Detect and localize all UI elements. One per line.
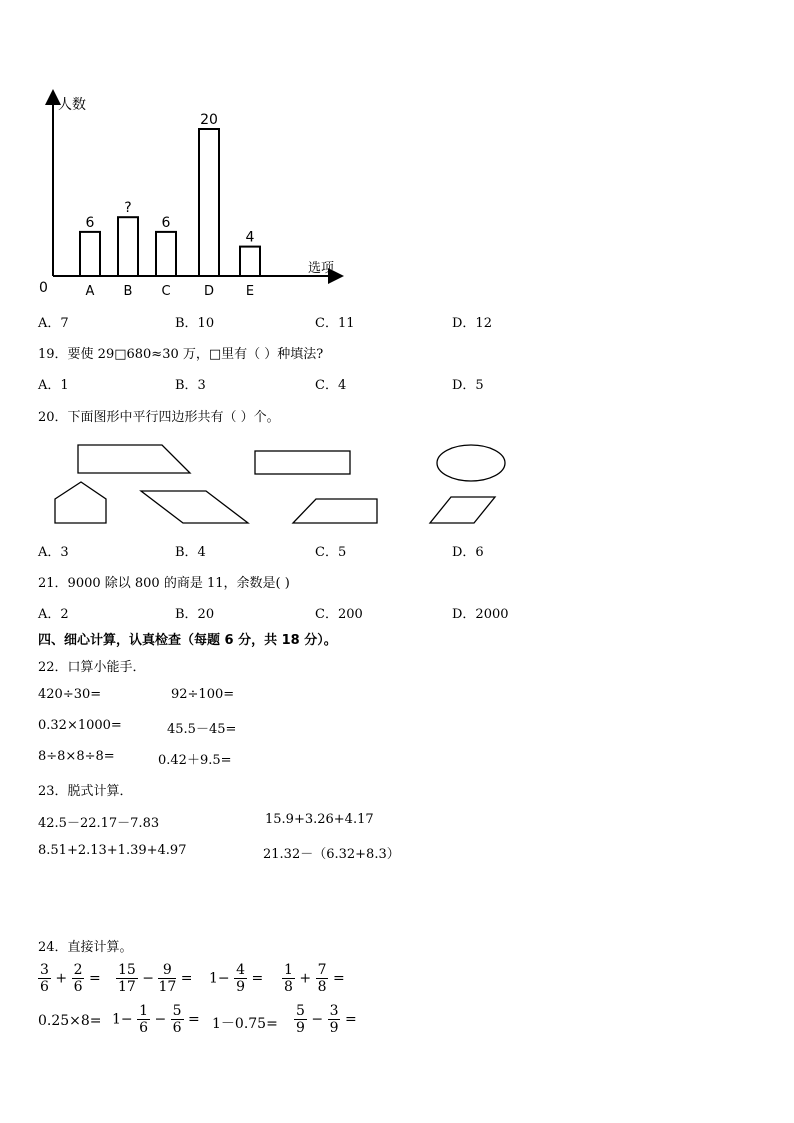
q22-item-2: 92÷100=: [171, 687, 235, 702]
q18-option-d[interactable]: D．12: [452, 316, 492, 331]
q20-shapes: [40, 438, 520, 530]
shape-right-trapezoid: [78, 445, 190, 473]
category-label-b: B: [123, 284, 133, 299]
q21-option-d[interactable]: D．2000: [452, 607, 509, 622]
q19-option-c[interactable]: C．4: [315, 378, 347, 393]
q24-row1-expr2: $\frac{15}{17}$ − $\frac{9}{17}$ =: [118, 962, 193, 995]
q24-row2-expr1: 0.25×8=: [38, 1013, 102, 1029]
bar-value-label-a: 6: [85, 214, 95, 231]
bar-d: [199, 129, 219, 276]
q19-option-a[interactable]: A．1: [38, 378, 69, 393]
q21-option-b[interactable]: B．20: [175, 607, 215, 622]
q19-question: 19．要使 29□680≈30 万，□里有（ ）种填法?: [38, 347, 324, 362]
q22-item-1: 420÷30=: [38, 687, 102, 702]
q21-question: 21．9000 除以 800 的商是 11，余数是( ): [38, 576, 290, 591]
q20-option-b[interactable]: B．4: [175, 545, 206, 560]
q20-question: 20．下面图形中平行四边形共有（ ）个。: [38, 410, 280, 425]
q21-option-a[interactable]: A．2: [38, 607, 69, 622]
q23-item-4: 21.32－（6.32+8.3）: [263, 847, 400, 862]
q22-item-5: 8÷8×8÷8=: [38, 749, 115, 764]
q23-item-1: 42.5－22.17－7.83: [38, 816, 160, 831]
q24-row2-expr4: $\frac{5}{9}$ − $\frac{3}{9}$ =: [296, 1003, 357, 1036]
shape-pentagon: [55, 482, 106, 523]
q18-option-b[interactable]: B．10: [175, 316, 215, 331]
bar-value-label-e: 4: [245, 229, 255, 246]
shape-parallelogram-2: [430, 497, 495, 523]
q24-row1-expr3: 1− $\frac{4}{9}$ =: [209, 962, 264, 995]
bar-value-label-b: ?: [124, 200, 132, 217]
q22-item-3: 0.32×1000=: [38, 718, 122, 733]
shape-parallelogram-1: [141, 491, 248, 523]
origin-label: 0: [39, 280, 48, 296]
section-4-title: 四、细心计算，认真检查（每题 6 分，共 18 分）。: [38, 633, 337, 648]
bar-value-label-d: 20: [200, 112, 218, 128]
q24-row2-expr3: 1－0.75=: [212, 1016, 278, 1032]
q18-option-a[interactable]: A．7: [38, 316, 69, 331]
q23-item-3: 8.51+2.13+1.39+4.97: [38, 843, 187, 858]
q19-option-d[interactable]: D．5: [452, 378, 484, 393]
category-label-d: D: [203, 284, 215, 299]
shape-ellipse: [437, 445, 505, 481]
q22-item-6: 0.42＋9.5=: [158, 753, 232, 768]
q23-item-2: 15.9+3.26+4.17: [265, 812, 374, 827]
category-label-a: A: [85, 284, 95, 299]
category-label-c: C: [161, 284, 171, 299]
q24-question: 24．直接计算。: [38, 940, 133, 955]
bar-value-label-c: 6: [161, 214, 171, 231]
q21-option-c[interactable]: C．200: [315, 607, 363, 622]
shape-rectangle: [255, 451, 350, 474]
q24-row1-expr4: $\frac{1}{8}$ + $\frac{7}{8}$ =: [284, 962, 345, 995]
x-axis-label: 选项: [308, 261, 335, 276]
bar-chart: [30, 85, 360, 300]
q18-option-c[interactable]: C．11: [315, 316, 355, 331]
bar-e: [240, 247, 260, 276]
q24-row2-expr2: 1− $\frac{1}{6}$ − $\frac{5}{6}$ =: [112, 1003, 200, 1036]
q22-item-4: 45.5－45=: [167, 722, 237, 737]
q22-question: 22．口算小能手．: [38, 660, 146, 675]
q19-option-b[interactable]: B．3: [175, 378, 206, 393]
q24-row1-expr1: $\frac{3}{6}$ + $\frac{2}{6}$ =: [40, 962, 101, 995]
bar-a: [80, 232, 100, 276]
q20-option-a[interactable]: A．3: [38, 545, 69, 560]
shape-trapezoid: [293, 499, 377, 523]
q23-question: 23．脱式计算．: [38, 784, 133, 799]
bar-c: [156, 232, 176, 276]
y-axis-label: 人数: [58, 97, 86, 113]
category-label-e: E: [245, 284, 255, 299]
q20-option-d[interactable]: D．6: [452, 545, 484, 560]
bar-b: [118, 217, 138, 276]
q20-option-c[interactable]: C．5: [315, 545, 347, 560]
